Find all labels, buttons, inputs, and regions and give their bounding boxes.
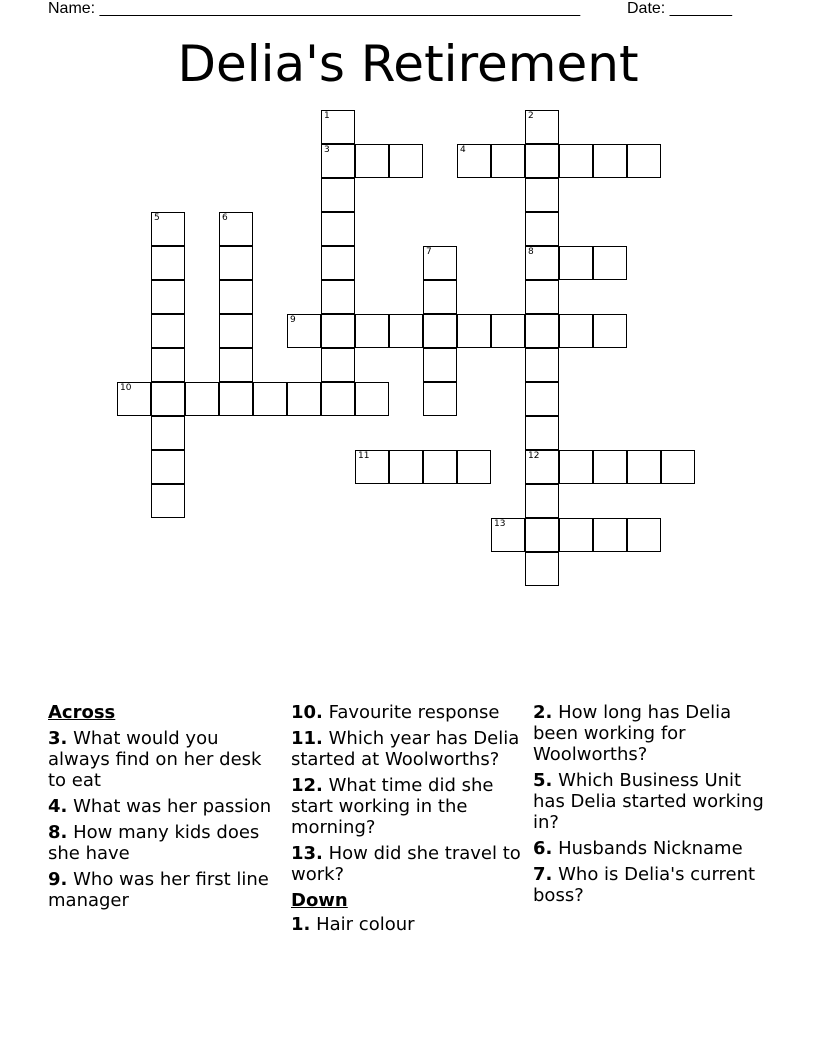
grid-cell[interactable] [525, 416, 559, 450]
clue-column-1 [48, 702, 280, 916]
grid-cell[interactable] [525, 450, 559, 484]
cell-number: 7 [426, 247, 432, 257]
grid-cell[interactable] [355, 314, 389, 348]
grid-cell[interactable] [525, 280, 559, 314]
grid-cell[interactable] [627, 144, 661, 178]
grid-cell[interactable] [593, 450, 627, 484]
grid-cell[interactable] [321, 110, 355, 144]
clue-across-12 [291, 775, 523, 838]
grid-cell[interactable] [423, 314, 457, 348]
clue-number: 11. [291, 728, 323, 749]
cell-number: 3 [324, 145, 330, 155]
grid-cell[interactable] [151, 314, 185, 348]
grid-cell[interactable] [321, 144, 355, 178]
clue-number: 13. [291, 843, 323, 864]
cell-number: 10 [120, 383, 132, 393]
clue-down-5 [533, 770, 765, 833]
clue-text: Who is Delia's current boss? [533, 864, 756, 906]
clue-number: 10. [291, 702, 323, 723]
cell-number: 1 [324, 111, 330, 121]
down-heading: Down [291, 890, 348, 911]
clue-number: 2. [533, 702, 553, 723]
date-line: _______ [669, 0, 732, 17]
grid-cell[interactable] [219, 314, 253, 348]
grid-cell[interactable] [321, 246, 355, 280]
grid-cell[interactable] [525, 552, 559, 586]
clue-text: What time did she start working in the morning? [291, 775, 494, 838]
clue-number: 3. [48, 728, 68, 749]
grid-cell[interactable] [151, 348, 185, 382]
grid-cell[interactable] [593, 144, 627, 178]
clue-text: How long has Delia been working for Woolworths? [533, 702, 732, 765]
grid-cell[interactable] [491, 518, 525, 552]
clue-text: How many kids does she have [48, 822, 260, 864]
grid-cell[interactable] [525, 144, 559, 178]
cell-number: 4 [460, 145, 466, 155]
clue-text: Favourite response [328, 702, 500, 723]
grid-cell[interactable] [559, 314, 593, 348]
grid-cell[interactable] [627, 518, 661, 552]
grid-cell[interactable] [525, 178, 559, 212]
grid-cell[interactable] [525, 314, 559, 348]
grid-cell[interactable] [389, 144, 423, 178]
grid-cell[interactable] [355, 382, 389, 416]
grid-cell[interactable] [661, 450, 695, 484]
clue-number: 6. [533, 838, 553, 859]
grid-cell[interactable] [457, 450, 491, 484]
grid-cell[interactable] [423, 246, 457, 280]
grid-cell[interactable] [151, 450, 185, 484]
grid-cell[interactable] [423, 382, 457, 416]
grid-cell[interactable] [151, 382, 185, 416]
cell-number: 12 [528, 451, 540, 461]
grid-cell[interactable] [627, 450, 661, 484]
clue-across-10 [291, 702, 523, 723]
clue-down-1 [291, 914, 523, 935]
clue-text: Which Business Unit has Delia started working in? [533, 770, 764, 833]
clue-across-13 [291, 843, 523, 885]
grid-cell[interactable] [287, 314, 321, 348]
grid-cell[interactable] [525, 246, 559, 280]
cell-number: 11 [358, 451, 370, 461]
grid-cell[interactable] [219, 212, 253, 246]
grid-cell[interactable] [151, 484, 185, 518]
grid-cell[interactable] [151, 246, 185, 280]
grid-cell[interactable] [593, 314, 627, 348]
grid-cell[interactable] [355, 450, 389, 484]
grid-cell[interactable] [321, 348, 355, 382]
cell-number: 13 [494, 519, 506, 529]
cell-number: 5 [154, 213, 160, 223]
grid-cell[interactable] [593, 246, 627, 280]
grid-cell[interactable] [321, 280, 355, 314]
grid-cell[interactable] [389, 314, 423, 348]
grid-cell[interactable] [117, 382, 151, 416]
grid-cell[interactable] [423, 348, 457, 382]
clue-text: Which year has Delia started at Woolworths? [291, 728, 520, 770]
grid-cell[interactable] [559, 246, 593, 280]
grid-cell[interactable] [185, 382, 219, 416]
clue-text: Who was her first line manager [48, 869, 269, 911]
grid-cell[interactable] [525, 212, 559, 246]
grid-cell[interactable] [593, 518, 627, 552]
grid-cell[interactable] [321, 314, 355, 348]
across-heading: Across [48, 702, 116, 723]
clue-text: Hair colour [316, 914, 415, 935]
clue-across-11 [291, 728, 523, 770]
clue-across-8 [48, 822, 280, 864]
cell-number: 2 [528, 111, 534, 121]
grid-cell[interactable] [559, 450, 593, 484]
clue-down-7 [533, 864, 765, 906]
cell-number: 8 [528, 247, 534, 257]
grid-cell[interactable] [219, 280, 253, 314]
grid-cell[interactable] [525, 518, 559, 552]
clue-column-3 [533, 702, 765, 911]
grid-cell[interactable] [525, 484, 559, 518]
grid-cell[interactable] [253, 382, 287, 416]
clue-number: 12. [291, 775, 323, 796]
clue-text: Husbands Nickname [558, 838, 743, 859]
clue-number: 7. [533, 864, 553, 885]
clue-number: 1. [291, 914, 311, 935]
clue-across-9 [48, 869, 280, 911]
clue-number: 8. [48, 822, 68, 843]
grid-cell[interactable] [423, 450, 457, 484]
grid-cell[interactable] [287, 382, 321, 416]
name-label: Name: [48, 0, 96, 17]
clue-text: How did she travel to work? [291, 843, 521, 885]
grid-cell[interactable] [321, 178, 355, 212]
clue-number: 4. [48, 796, 68, 817]
clue-column-2 [291, 702, 523, 940]
grid-cell[interactable] [151, 212, 185, 246]
clue-number: 9. [48, 869, 68, 890]
grid-cell[interactable] [151, 280, 185, 314]
clue-text: What was her passion [73, 796, 272, 817]
grid-cell[interactable] [219, 382, 253, 416]
grid-cell[interactable] [151, 416, 185, 450]
clue-number: 5. [533, 770, 553, 791]
grid-cell[interactable] [219, 348, 253, 382]
grid-cell[interactable] [389, 450, 423, 484]
name-line: ______________________________________________________ [99, 0, 581, 17]
cell-number: 6 [222, 213, 228, 223]
clue-down-6 [533, 838, 765, 859]
grid-cell[interactable] [457, 144, 491, 178]
date-label: Date: [627, 0, 666, 17]
grid-cell[interactable] [525, 382, 559, 416]
grid-cell[interactable] [491, 144, 525, 178]
grid-cell[interactable] [559, 144, 593, 178]
grid-cell[interactable] [525, 348, 559, 382]
grid-cell[interactable] [559, 518, 593, 552]
grid-cell[interactable] [457, 314, 491, 348]
clue-text: What would you always find on her desk to eat [48, 728, 262, 791]
puzzle-title: Delia's Retirement [177, 35, 639, 93]
grid-cell[interactable] [219, 246, 253, 280]
clue-across-4 [48, 796, 280, 817]
grid-cell[interactable] [355, 144, 389, 178]
clue-across-3 [48, 728, 280, 791]
grid-cell[interactable] [321, 212, 355, 246]
grid-cell[interactable] [321, 382, 355, 416]
clue-down-2 [533, 702, 765, 765]
grid-cell[interactable] [491, 314, 525, 348]
grid-cell[interactable] [423, 280, 457, 314]
grid-cell[interactable] [525, 110, 559, 144]
cell-number: 9 [290, 315, 296, 325]
